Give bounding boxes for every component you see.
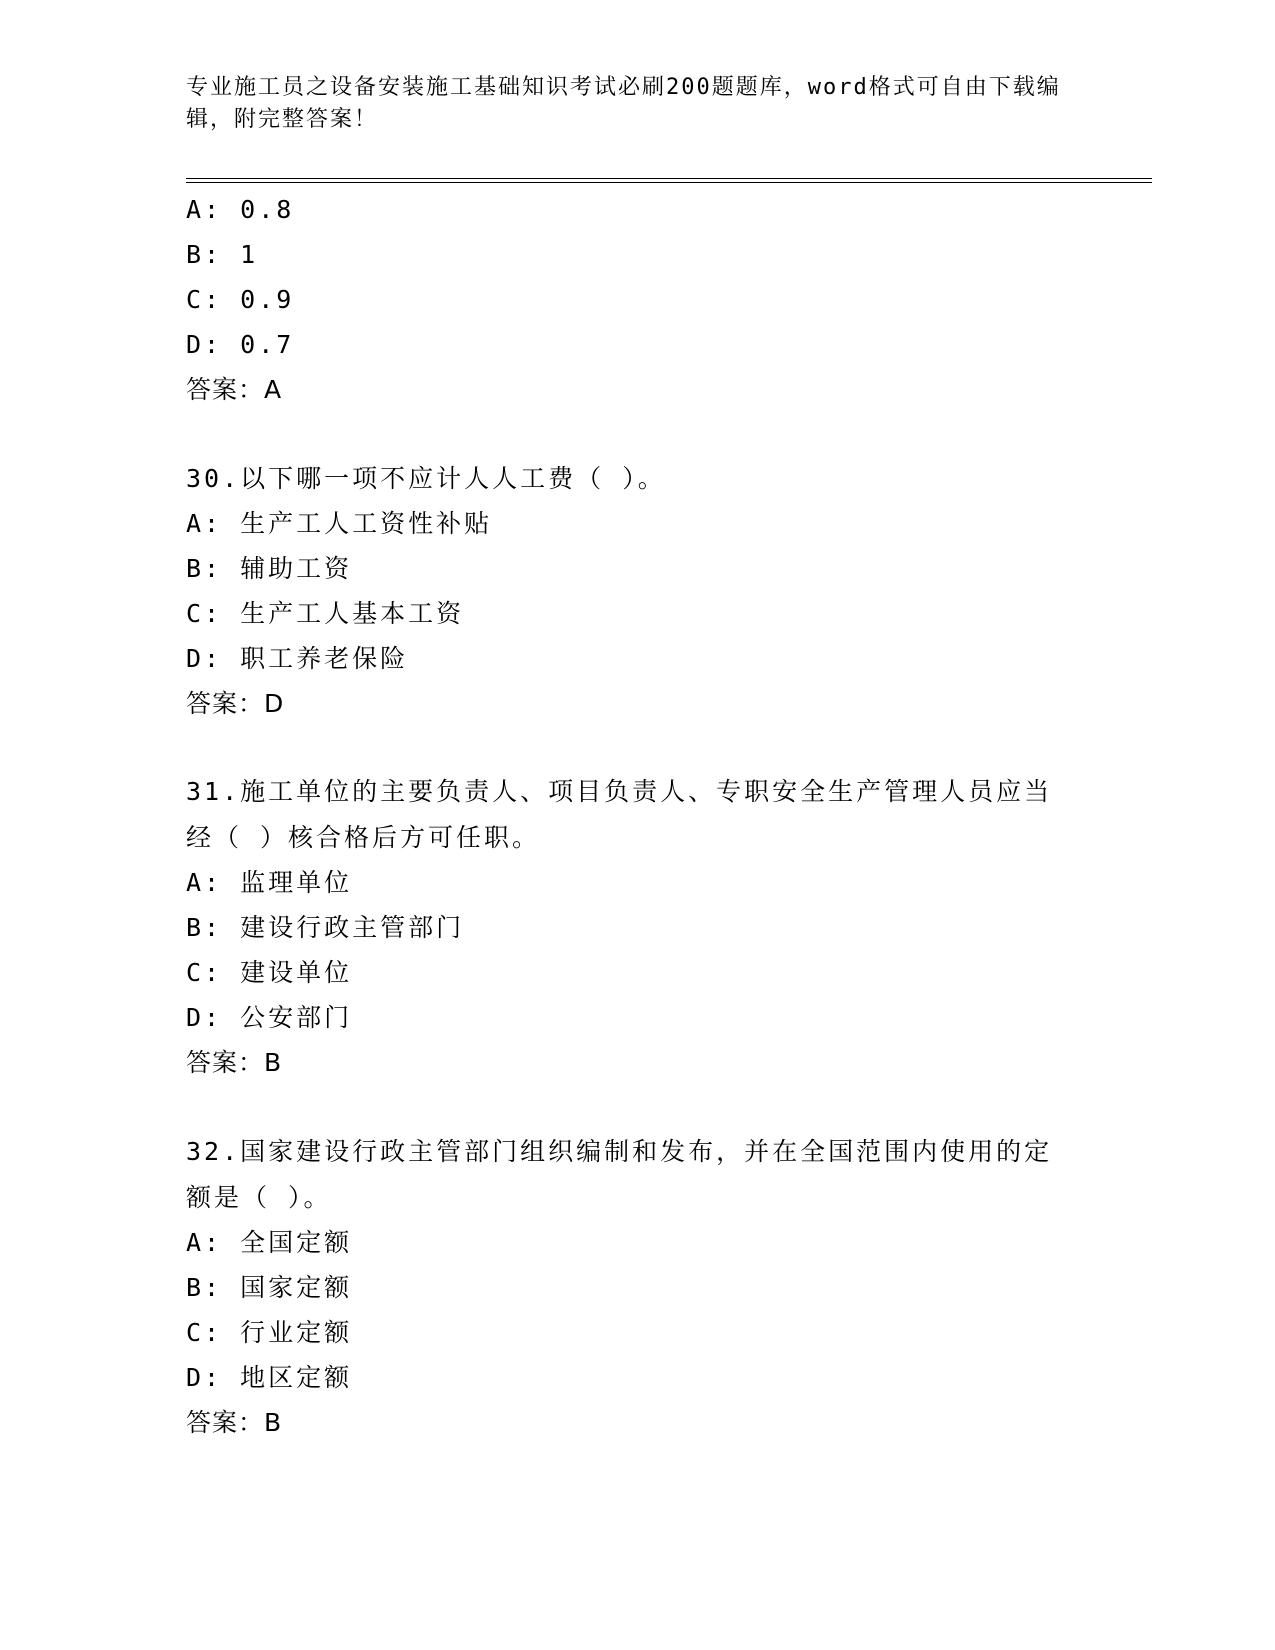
q31-answer: 答案：B <box>186 1048 283 1077</box>
q30-stem: 30.以下哪一项不应计人人工费（ ）。 <box>186 464 666 493</box>
header-divider-bottom <box>186 182 1152 183</box>
header-divider-top <box>186 178 1152 179</box>
q31-option-a: A: 监理单位 <box>186 868 353 897</box>
q32-answer: 答案：B <box>186 1408 283 1437</box>
q32-option-b: B: 国家定额 <box>186 1273 353 1302</box>
q31-option-b: B: 建设行政主管部门 <box>186 913 465 942</box>
q30-option-d: D: 职工养老保险 <box>186 644 409 673</box>
q29-option-a: A: 0.8 <box>186 195 295 224</box>
q29-option-c: C: 0.9 <box>186 285 295 314</box>
q31-stem: 31.施工单位的主要负责人、项目负责人、专职安全生产管理人员应当经（ ）核合格后方可任职。 <box>186 777 1053 852</box>
q29-option-d: D: 0.7 <box>186 330 295 359</box>
q29-option-b: B: 1 <box>186 240 259 269</box>
q32-option-a: A: 全国定额 <box>186 1228 353 1257</box>
q30-option-a: A: 生产工人工资性补贴 <box>186 509 493 538</box>
q29-answer: 答案：A <box>186 375 283 404</box>
q32-option-c: C: 行业定额 <box>186 1318 353 1347</box>
q32-option-d: D: 地区定额 <box>186 1363 353 1392</box>
q31-option-d: D: 公安部门 <box>186 1003 353 1032</box>
document-header-title: 专业施工员之设备安装施工基础知识考试必刷200题题库，word格式可自由下载编辑，附完整答案！ <box>186 75 1061 132</box>
q32-stem: 32.国家建设行政主管部门组织编制和发布，并在全国范围内使用的定额是（ ）。 <box>186 1137 1053 1212</box>
q30-answer: 答案：D <box>186 689 285 718</box>
q30-option-c: C: 生产工人基本工资 <box>186 599 465 628</box>
q31-option-c: C: 建设单位 <box>186 958 353 987</box>
q30-option-b: B: 辅助工资 <box>186 554 353 583</box>
